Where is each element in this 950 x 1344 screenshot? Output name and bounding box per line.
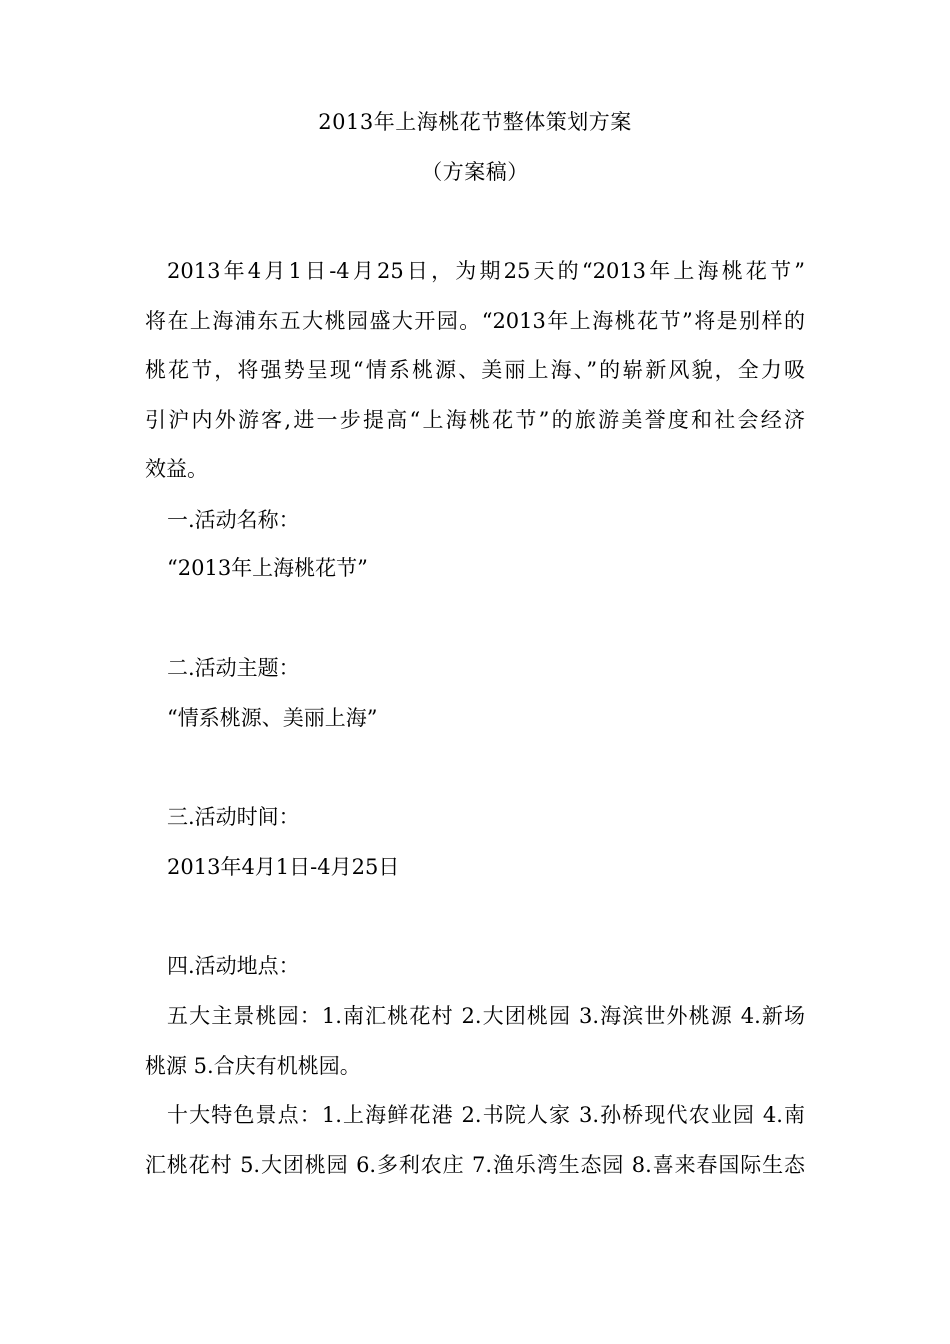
gardens-line: 桃源 5.合庆有机桃园。 <box>145 1054 361 1078</box>
document-title: 2013年上海桃花节整体策划方案 <box>318 110 632 134</box>
event-dates: 2013年4月1日-4月25日 <box>167 855 400 879</box>
intro-line: 2013年4月1日-4月25日，为期25天的“2013年上海桃花节” <box>167 259 805 283</box>
section-heading: 一.活动名称： <box>167 508 300 532</box>
document-subtitle: （方案稿） <box>421 160 529 184</box>
section-heading: 四.活动地点： <box>167 954 300 978</box>
section-heading: 二.活动主题： <box>167 656 300 680</box>
section-heading: 三.活动时间： <box>167 805 300 829</box>
event-theme: “情系桃源、美丽上海” <box>167 706 378 730</box>
spots-line: 十大特色景点：1.上海鲜花港 2.书院人家 3.孙桥现代农业园 4.南 <box>167 1103 805 1127</box>
event-name: “2013年上海桃花节” <box>167 556 368 580</box>
intro-line: 桃花节，将强势呈现“情系桃源、美丽上海、”的崭新风貌，全力吸 <box>145 358 805 382</box>
gardens-line: 五大主景桃园：1.南汇桃花村 2.大团桃园 3.海滨世外桃源 4.新场 <box>167 1004 805 1028</box>
intro-line: 将在上海浦东五大桃园盛大开园。“2013年上海桃花节”将是别样的 <box>145 309 805 333</box>
intro-line: 效益。 <box>145 457 208 481</box>
spots-line: 汇桃花村 5.大团桃园 6.多利农庄 7.渔乐湾生态园 8.喜来春国际生态 <box>145 1153 805 1177</box>
intro-line: 引沪内外游客,进一步提高“上海桃花节”的旅游美誉度和社会经济 <box>145 408 805 432</box>
